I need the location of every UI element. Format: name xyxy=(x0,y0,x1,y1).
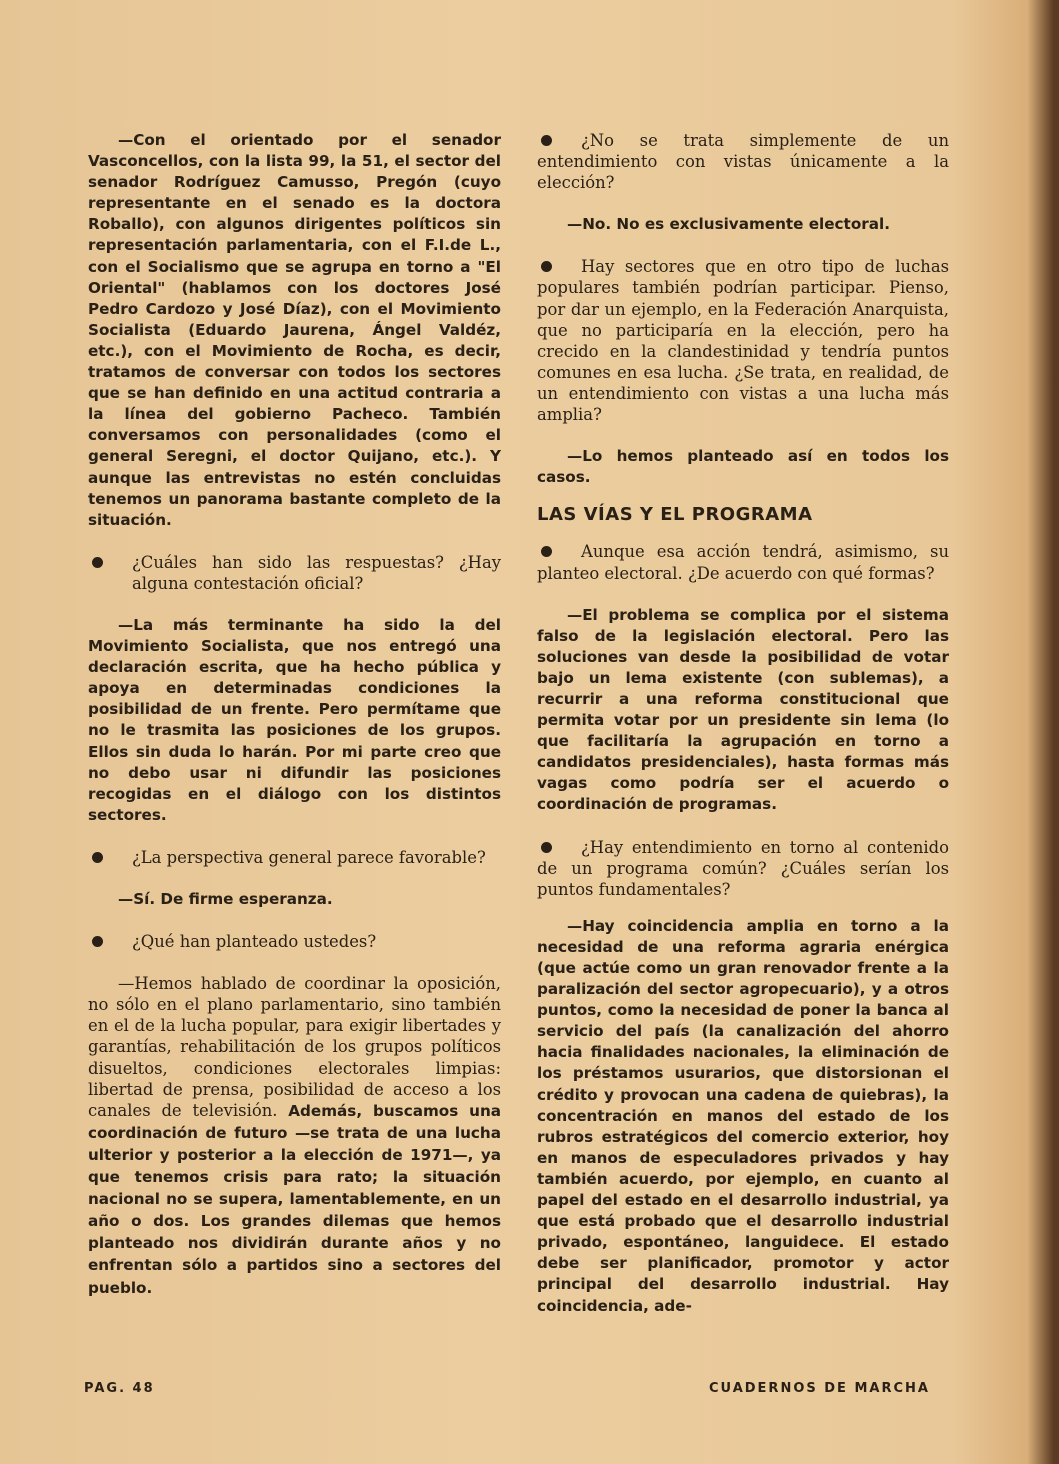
question-text: Aunque esa acción tendrá, asimismo, su planteo electoral. ¿De acuerdo con qué formas? xyxy=(537,542,949,583)
answer-paragraph: —Lo hemos planteado así en todos los casos. xyxy=(537,447,949,487)
answer-regular-text: —Hemos hablado de coordinar la oposición, no sólo en el plano parlamentario, sino también en el de la lucha popular, para exigir libertades y garantías, rehabilitación de los grupos políticos disueltos, condiciones electorales limpias: libertad de prensa, posibilidad de acceso a los canales de televisión. xyxy=(88,974,501,1120)
publication-name: CUADERNOS DE MARCHA xyxy=(709,1381,930,1396)
question-text: Hay sectores que en otro tipo de luchas populares también podrían participar. Pienso, por dar un ejemplo, en la Federación Anarquista, que no participaría en la elección, pero ha crecido en la clandestinidad y tendría puntos comunes en esa lucha. ¿Se trata, en realidad, de un entendimiento con vistas a una lucha más amplia? xyxy=(537,257,949,425)
answer-paragraph: —Con el orientado por el senador Vasconcellos, con la lista 99, la 51, el sector del senador Rodríguez Camusso, Pregón (cuyo representante en el senado es la doctora Roballo), con algunos dirigentes políticos sin representación parlamentaria, con el F.I.de L., con el Socialismo que se agrupa en torno a "El Oriental" (hablamos con los doctores José Pedro Cardozo y José Díaz), con el Movimiento Socialista (Eduardo Jaurena, Ángel Valdéz, etc.), con el Movimiento de Rocha, es decir, tratamos de conversar con todos los sectores que se han definido en una actitud contraria a la línea del gobierno Pacheco. También conversamos con personalidades (como el general Seregni, el doctor Quijano, etc.). Y aunque las entrevistas no estén concluidas tenemos un panorama bastante completo de la situación. xyxy=(88,131,501,529)
answer-bold-text: Además, buscamos una coordinación de futuro —se trata de una lucha ulterior y posterior a la elección de 1971—, ya que tenemos crisis para rato; la situación nacional no se supera, lamentablemente, en un año o dos. Los grandes dilemas que hemos planteado nos dividirán durante años y no enfrentan sólo a partidos sino a sectores del pueblo. xyxy=(88,1101,502,1297)
bullet-icon xyxy=(541,842,552,853)
question xyxy=(537,130,949,193)
question xyxy=(537,541,949,583)
bullet-icon xyxy=(92,557,103,568)
question xyxy=(537,256,949,425)
question xyxy=(88,552,501,594)
question-text: ¿Qué han planteado ustedes? xyxy=(132,932,377,952)
right-column xyxy=(537,130,949,1317)
bullet-icon xyxy=(92,852,103,863)
answer-paragraph: —El problema se complica por el sistema falso de la legislación electoral. Pero las soluciones van desde la posibilidad de votar bajo un lema existente (con sublemas), a recurrir a una reforma constitucional que permita votar por un presidente sin lema (lo que facilitaría la agrupación en torno a candidatos presidenciales), hasta formas más vagas como podría ser el acuerdo o coordinación de programas. xyxy=(537,605,949,814)
answer-paragraph: —No. No es exclusivamente electoral. xyxy=(567,215,890,234)
question-text: ¿La perspectiva general parece favorable? xyxy=(132,847,486,867)
question-text: ¿Cuáles han sido las respuestas? ¿Hay alguna contestación oficial? xyxy=(132,552,501,593)
left-column xyxy=(88,130,501,1299)
section-heading: LAS VÍAS Y EL PROGRAMA xyxy=(537,504,813,526)
question-text: ¿Hay entendimiento en torno al contenido de un programa común? ¿Cuáles serían los puntos fundamentales? xyxy=(537,837,949,899)
answer-paragraph: —La más terminante ha sido la del Movimiento Socialista, que nos entregó una declaración escrita, que ha hecho pública y apoya en determinadas condiciones la posibilidad de un frente. Pero permítame que no le trasmita las posiciones de los grupos. Ellos sin duda lo harán. Por mi parte creo que no debo usar ni difundir las posiciones recogidas en el diálogo con los distintos sectores. xyxy=(88,615,501,824)
bullet-icon xyxy=(541,135,552,146)
page-number: PAG. 48 xyxy=(84,1381,155,1396)
answer-paragraph: —Hay coincidencia amplia en torno a la necesidad de una reforma agraria enérgica (que actúe como un gran renovador frente a la paralización del sector agropecuario), y a otros puntos, como la necesidad de poner la banca al servicio del país (la canalización del ahorro hacia finalidades nacionales, la eliminación de los préstamos usurarios, que distorsionan el crédito y provocan una cadena de quiebras), la concentración en manos del estado de los rubros estratégicos del comercio exterior, hoy en manos de especuladores privados y hay también acuerdo, por ejemplo, en cuanto al papel del estado en el desarrollo industrial, ya que está probado que el desarrollo industrial privado, espontáneo, languidece. El estado debe ser planificador, promotor y actor principal del desarrollo industrial. Hay coincidencia, ade- xyxy=(537,916,949,1315)
question xyxy=(88,847,501,868)
question-text: ¿No se trata simplemente de un entendimiento con vistas únicamente a la elección? xyxy=(537,131,949,193)
answer-paragraph xyxy=(88,973,501,1298)
answer-paragraph: —Sí. De firme esperanza. xyxy=(118,890,333,908)
question xyxy=(88,931,501,952)
question xyxy=(537,837,949,900)
